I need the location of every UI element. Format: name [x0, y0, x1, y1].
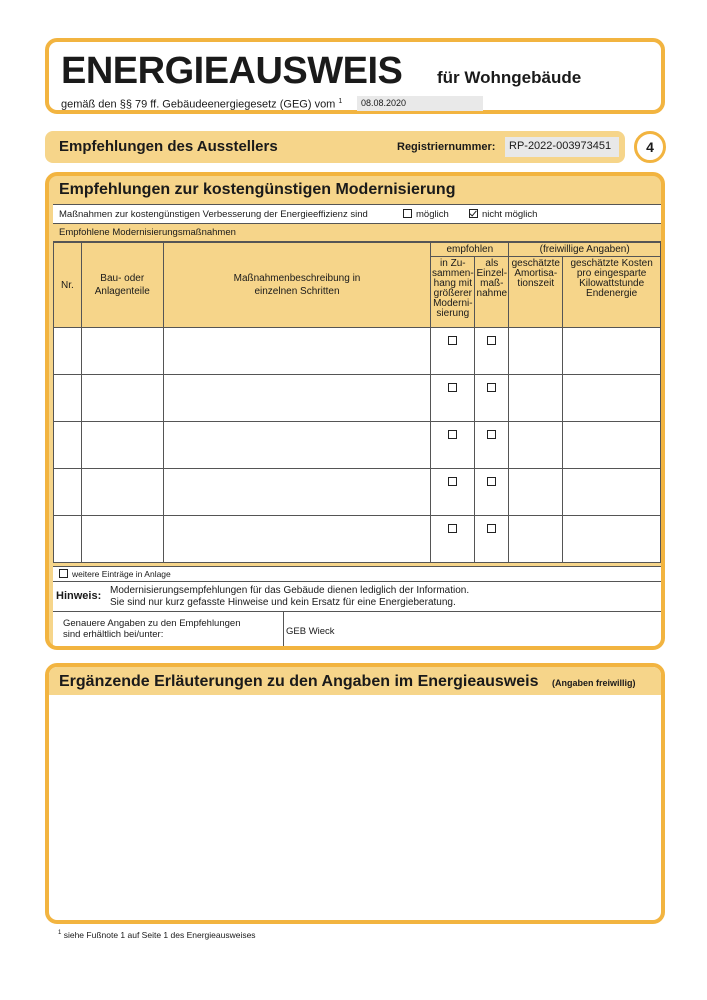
- cell-cost[interactable]: [563, 375, 661, 422]
- more-entries-label: weitere Einträge in Anlage: [72, 569, 171, 579]
- cell-cost[interactable]: [563, 328, 661, 375]
- recommended-measures-label: Empfohlene Modernisierungsmaßnahmen: [53, 224, 661, 242]
- in-context-checkbox[interactable]: [448, 336, 457, 345]
- option-not-possible[interactable]: [469, 209, 537, 220]
- cell-description[interactable]: [163, 469, 431, 516]
- table-row: [54, 328, 661, 375]
- option-possible[interactable]: [403, 209, 449, 220]
- in-context-checkbox[interactable]: [448, 430, 457, 439]
- page-number-badge: 4: [634, 131, 666, 163]
- possible-checkbox[interactable]: [403, 209, 412, 218]
- section-title: Empfehlungen des Ausstellers: [59, 138, 278, 155]
- registration-label: Registriernummer:: [397, 141, 496, 153]
- col-header-nr: Nr.: [54, 243, 82, 328]
- cell-description[interactable]: [163, 516, 431, 563]
- cell-nr[interactable]: [54, 328, 82, 375]
- document-subtitle: für Wohngebäude: [437, 68, 582, 87]
- option-possible-label: möglich: [416, 209, 449, 220]
- cell-description[interactable]: [163, 422, 431, 469]
- cell-nr[interactable]: [54, 469, 82, 516]
- recommendations-panel: [45, 172, 665, 650]
- single-measure-checkbox[interactable]: [487, 383, 496, 392]
- table-row: [54, 469, 661, 516]
- col-header-in-context: in Zu-sammen-hang mit größerer Moderni-sierung: [431, 257, 475, 328]
- cell-component[interactable]: [81, 469, 163, 516]
- single-measure-checkbox[interactable]: [487, 524, 496, 533]
- more-info-line-2: sind erhältlich bei/unter:: [63, 629, 164, 640]
- footnote: [58, 930, 256, 940]
- cell-nr[interactable]: [54, 422, 82, 469]
- measures-row: [53, 204, 661, 224]
- hint-row: [53, 582, 661, 612]
- cell-nr[interactable]: [54, 375, 82, 422]
- more-entries-row[interactable]: [53, 566, 661, 582]
- cell-in-context[interactable]: [431, 469, 475, 516]
- cell-component[interactable]: [81, 375, 163, 422]
- cell-in-context[interactable]: [431, 328, 475, 375]
- hint-label: Hinweis:: [56, 590, 102, 602]
- table-row: [54, 422, 661, 469]
- explanations-panel: [45, 663, 665, 924]
- in-context-checkbox[interactable]: [448, 524, 457, 533]
- more-info-value-field[interactable]: GEB Wieck: [286, 626, 335, 637]
- col-header-component: Bau- oder Anlagenteile: [81, 243, 163, 328]
- explanations-content-area[interactable]: [49, 695, 661, 920]
- registration-number-field[interactable]: RP-2022-003973451: [505, 137, 619, 157]
- cell-single[interactable]: [475, 516, 509, 563]
- cell-in-context[interactable]: [431, 516, 475, 563]
- single-measure-checkbox[interactable]: [487, 430, 496, 439]
- cell-cost[interactable]: [563, 516, 661, 563]
- measures-table: [53, 242, 661, 563]
- cell-cost[interactable]: [563, 422, 661, 469]
- document-title: ENERGIEAUSWEIS: [61, 50, 403, 92]
- col-header-description: Maßnahmenbeschreibung in einzelnen Schritten: [163, 243, 431, 328]
- geg-footnote-mark: 1: [338, 98, 343, 105]
- measures-text: Maßnahmen zur kostengünstigen Verbesserung der Energieeffizienz sind: [59, 209, 368, 220]
- option-not-possible-label: nicht möglich: [482, 209, 538, 220]
- hint-line-1: Modernisierungsempfehlungen für das Gebäude dienen lediglich der Information.: [110, 585, 470, 596]
- cell-single[interactable]: [475, 469, 509, 516]
- recommendations-title: Empfehlungen zur kostengünstigen Modernisierung: [59, 181, 456, 198]
- explanations-title: Ergänzende Erläuterungen zu den Angaben im Energieausweis: [59, 673, 539, 690]
- cell-component[interactable]: [81, 422, 163, 469]
- geg-date-field[interactable]: 08.08.2020: [357, 96, 483, 111]
- col-group-recommended: empfohlen: [431, 243, 509, 257]
- hint-text: [110, 585, 469, 609]
- cell-cost[interactable]: [563, 469, 661, 516]
- footnote-text: siehe Fußnote 1 auf Seite 1 des Energieausweises: [63, 930, 256, 940]
- single-measure-checkbox[interactable]: [487, 336, 496, 345]
- cell-in-context[interactable]: [431, 422, 475, 469]
- more-info-label: [63, 618, 240, 640]
- cell-amortization[interactable]: [509, 469, 563, 516]
- cell-amortization[interactable]: [509, 375, 563, 422]
- more-entries-checkbox[interactable]: [59, 569, 68, 578]
- geg-text: gemäß den §§ 79 ff. Gebäudeenergiegesetz (GEG) vom: [61, 98, 336, 111]
- table-row: [54, 516, 661, 563]
- geg-reference: [61, 98, 342, 111]
- col-header-single: als Einzel-maß-nahme: [475, 257, 509, 328]
- more-info-row: [53, 612, 661, 650]
- single-measure-checkbox[interactable]: [487, 477, 496, 486]
- hint-line-2: Sie sind nur kurz gefasste Hinweise und kein Ersatz für eine Energieberatung.: [110, 597, 456, 608]
- explanations-note: (Angaben freiwillig): [552, 678, 636, 688]
- cell-amortization[interactable]: [509, 516, 563, 563]
- explanations-header: [49, 667, 661, 695]
- cell-single[interactable]: [475, 375, 509, 422]
- table-row: [54, 375, 661, 422]
- cell-amortization[interactable]: [509, 328, 563, 375]
- cell-description[interactable]: [163, 328, 431, 375]
- document-header: [45, 38, 665, 114]
- not-possible-checkbox[interactable]: [469, 209, 478, 218]
- cell-in-context[interactable]: [431, 375, 475, 422]
- more-info-divider: [283, 612, 284, 650]
- cell-nr[interactable]: [54, 516, 82, 563]
- cell-component[interactable]: [81, 328, 163, 375]
- cell-component[interactable]: [81, 516, 163, 563]
- section-band: [45, 131, 625, 163]
- col-group-optional: (freiwillige Angaben): [509, 243, 661, 257]
- in-context-checkbox[interactable]: [448, 383, 457, 392]
- cell-single[interactable]: [475, 328, 509, 375]
- footnote-mark: 1: [58, 930, 62, 937]
- cell-description[interactable]: [163, 375, 431, 422]
- more-info-line-1: Genauere Angaben zu den Empfehlungen: [63, 618, 241, 629]
- col-header-amortization: geschätzte Amortisa-tionszeit: [509, 257, 563, 328]
- cell-single[interactable]: [475, 422, 509, 469]
- cell-amortization[interactable]: [509, 422, 563, 469]
- in-context-checkbox[interactable]: [448, 477, 457, 486]
- col-header-cost: geschätzte Kosten pro eingesparte Kilowattstunde Endenergie: [563, 257, 661, 328]
